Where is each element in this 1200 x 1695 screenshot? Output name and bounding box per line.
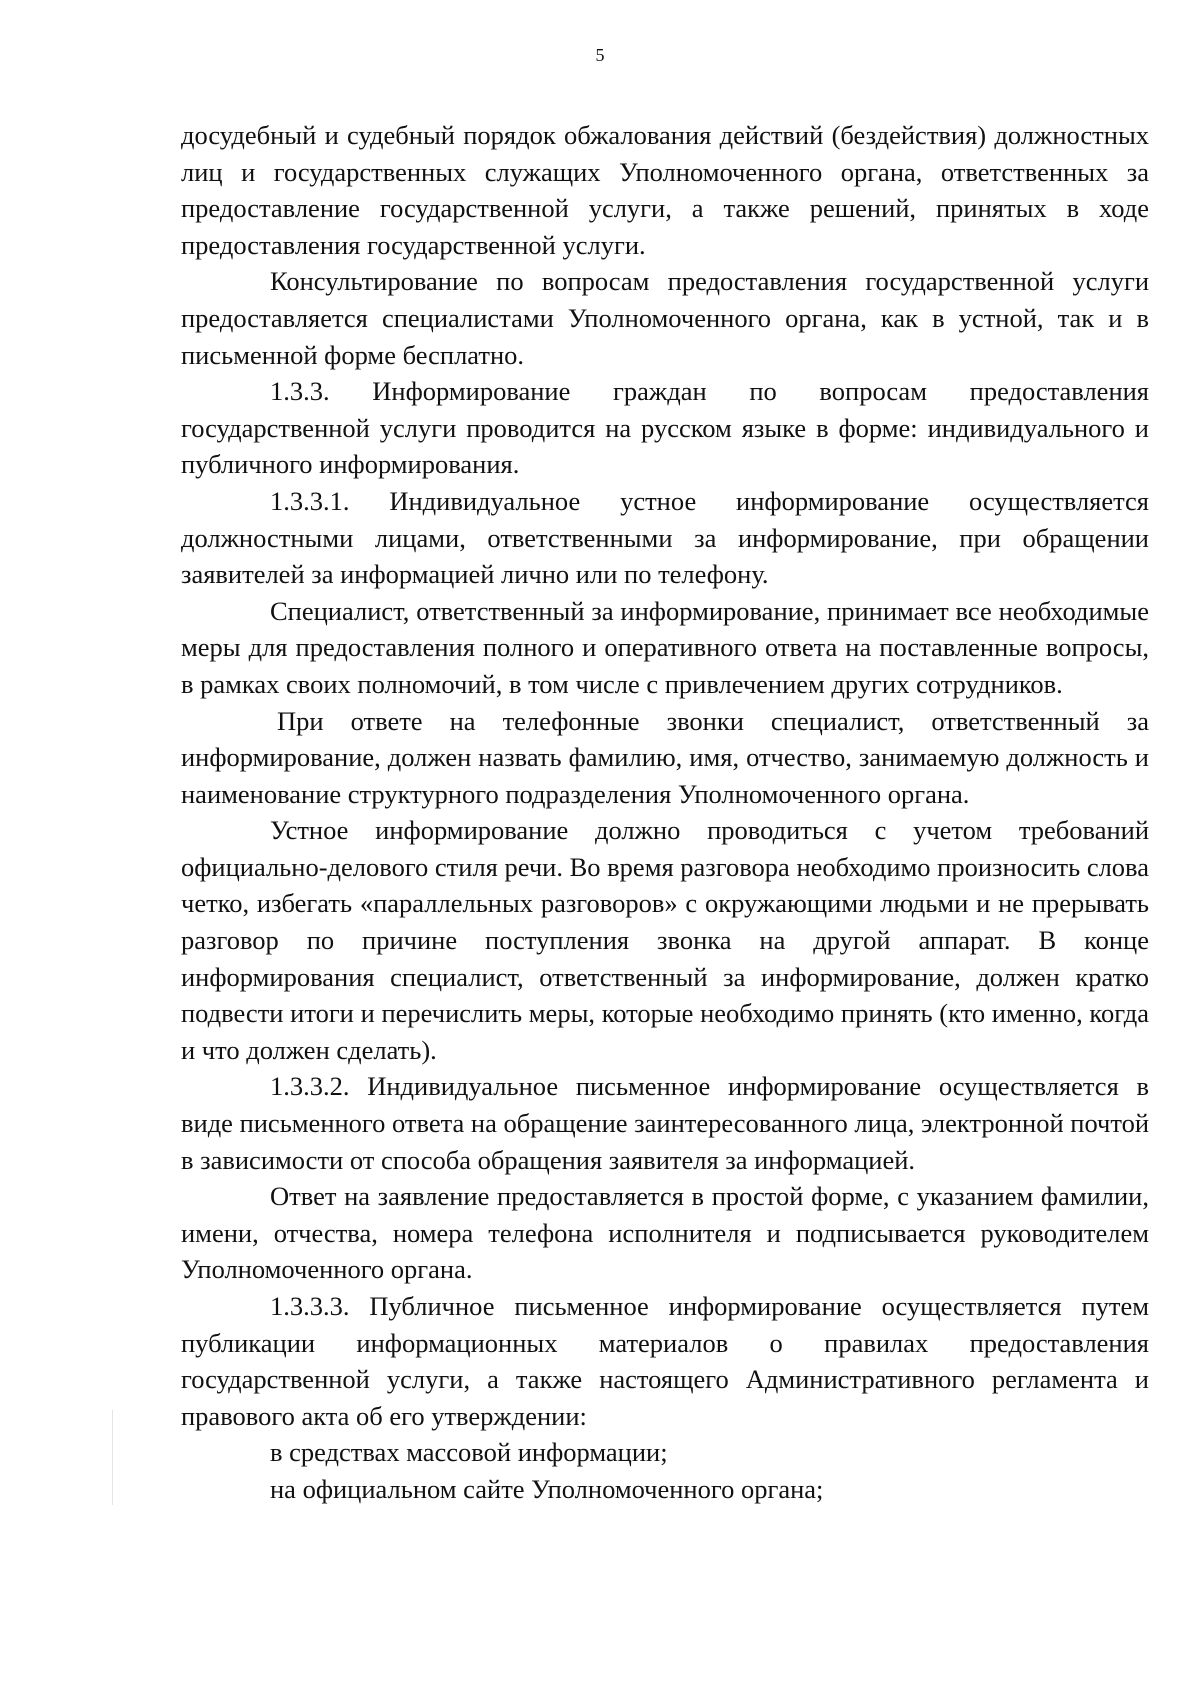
paragraph-oral-informing: Устное информирование должно проводиться с учетом требований официально-делового стиля речи. Во время разговора необходимо произносить слова четко, избегать «параллельных разговоров» с окружающими людьми и не прерывать разговор по причине поступления звонка на другой аппарат. В конце информирования специалист, ответственный за информирование, должен кратко подвести итоги и перечислить меры, которые необходимо принять (кто именно, когда и что должен сделать). <box>181 815 1149 1065</box>
paragraph-1-3-3-2: 1.3.3.2. Индивидуальное письменное информирование осуществляется в виде письменного ответа на обращение заинтересованного лица, электронной почтой в зависимости от способа обращения заявителя за информацией. <box>181 1071 1149 1175</box>
paragraph-answer-form: Ответ на заявление предоставляется в простой форме, с указанием фамилии, имени, отчества, номера телефона исполнителя и подписывается руководителем Уполномоченного органа. <box>181 1181 1149 1285</box>
document-body <box>181 117 1149 1508</box>
paragraph-appeal-procedure: досудебный и судебный порядок обжалования действий (бездействия) должностных лиц и государственных служащих Уполномоченного органа, ответственных за предоставление государственной услуги, а также решений, принятых в ходе предоставления государственной услуги. <box>181 120 1149 260</box>
paragraph-consulting: Консультирование по вопросам предоставления государственной услуги предоставляется специалистами Уполномоченного органа, как в устной, так и в письменной форме бесплатно. <box>181 266 1149 370</box>
paragraph-1-3-3: 1.3.3. Информирование граждан по вопросам предоставления государственной услуги проводится на русском языке в форме: индивидуального и публичного информирования. <box>181 376 1149 480</box>
scan-margin-mark <box>112 1410 113 1505</box>
list-item-official-site: на официальном сайте Уполномоченного органа; <box>270 1473 824 1504</box>
paragraph-specialist-measures: Специалист, ответственный за информирование, принимает все необходимые меры для предоставления полного и оперативного ответа на поставленные вопросы, в рамках своих полномочий, в том числе с привлечением других сотрудников. <box>181 595 1149 699</box>
list-item-mass-media: в средствах массовой информации; <box>270 1437 668 1468</box>
paragraph-1-3-3-1: 1.3.3.1. Индивидуальное устное информирование осуществляется должностными лицами, ответственными за информирование, при обращении заявителей за информацией лично или по телефону. <box>181 485 1149 590</box>
paragraph-1-3-3-3: 1.3.3.3. Публичное письменное информирование осуществляется путем публикации информационных материалов о правилах предоставления государственной услуги, а также настоящего Административного регламента и правового акта об его утверждении: <box>181 1291 1149 1431</box>
paragraph-phone-calls: При ответе на телефонные звонки специалист, ответственный за информирование, должен назвать фамилию, имя, отчество, занимаемую должность и наименование структурного подразделения Уполномоченного органа. <box>181 705 1149 809</box>
page-number: 5 <box>595 45 605 65</box>
